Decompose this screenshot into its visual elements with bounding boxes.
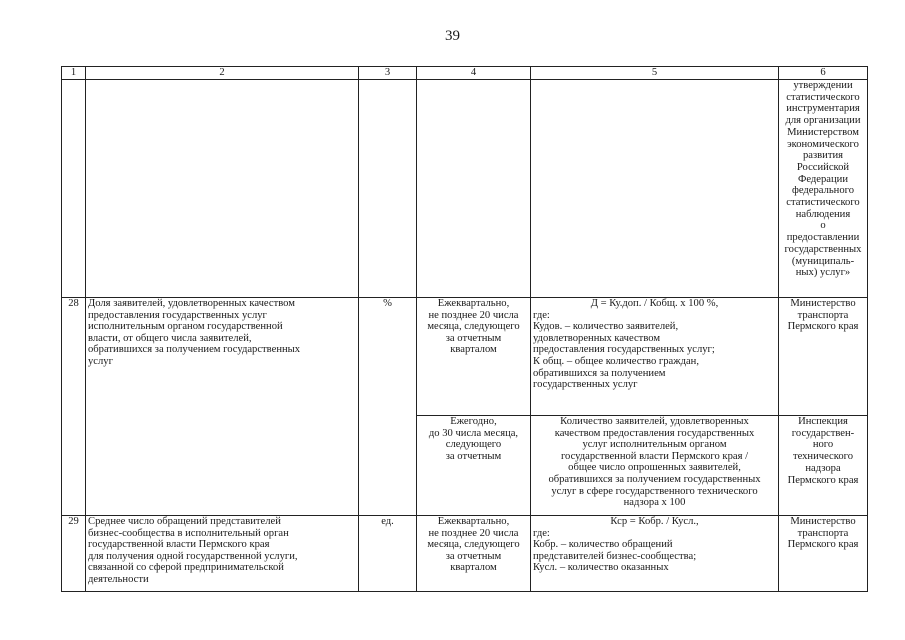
formula: Д = Ку.доп. / Кобщ. х 100 %, xyxy=(590,298,719,309)
row-number: 29 xyxy=(62,516,86,592)
indicator-name-cell: Доля заявителей, удовлетворенных качеством предоставления государственных услуг исполнительным органом государственной власти, от общего числа заявителей, обратившихся за получением государственных услуг xyxy=(86,298,359,516)
formula: Кср = Кобр. / Кусл., xyxy=(610,516,699,527)
period-cell: Ежеквартально, не позднее 20 числа месяца, следующего за отчетным кварталом xyxy=(417,516,531,592)
continuation-row xyxy=(62,80,868,298)
header-cell-1: 1 xyxy=(62,67,86,80)
header-cell-6: 6 xyxy=(779,67,868,80)
source-cell: Министерство транспорта Пермского края xyxy=(779,516,868,592)
header-cell-2: 2 xyxy=(86,67,359,80)
header-cell-3: 3 xyxy=(359,67,417,80)
period-cell: Ежегодно, до 30 числа месяца, следующего за отчетным xyxy=(417,416,531,516)
page-number: 39 xyxy=(445,28,460,44)
header-cell-5: 5 xyxy=(531,67,779,80)
table-row-29 xyxy=(62,516,868,592)
unit-cell: ед. xyxy=(359,516,417,592)
source-cell: Министерство транспорта Пермского края xyxy=(779,298,868,416)
header-row xyxy=(62,67,868,80)
table-row-28 xyxy=(62,298,868,416)
unit-cell: % xyxy=(359,298,417,516)
indicator-name-cell: Среднее число обращений представителей бизнес-сообщества в исполнительный орган государственной власти Пермского края для получения одной государственной услуги, связанной со сферой предпринимательской деятельности xyxy=(86,516,359,592)
method-cell: Д = Ку.доп. / Кобщ. х 100 %, где: Кудов. – количество заявителей, удовлетворенных качеством предоставления государственных услуг; К общ. – общее количество граждан, обратившихся за получением государственных услуг xyxy=(531,298,779,416)
row-number: 28 xyxy=(62,298,86,516)
indicators-table xyxy=(61,66,868,592)
source-cell: Инспекция государствен- ного технического надзора Пермского края xyxy=(779,416,868,516)
method-cell: Кср = Кобр. / Кусл., где: Кобр. – количество обращений представителей бизнес-сообщества; Кусл. – количество оказанных xyxy=(531,516,779,592)
header-cell-4: 4 xyxy=(417,67,531,80)
method-cell: Количество заявителей, удовлетворенных качеством предоставления государственных услуг исполнительным органом государственной власти Пермского края / общее число опрошенных заявителей, обратившихся за получением государственных услуг в сфере государственного технического надзора х 100 xyxy=(531,416,779,516)
period-cell: Ежеквартально, не позднее 20 числа месяца, следующего за отчетным кварталом xyxy=(417,298,531,416)
continuation-source-cell: утверждении статистического инструментария для организации Министерством экономического развития Российской Федерации федерального статистического наблюдения о предоставлении государственных (муниципаль- ных) услуг» xyxy=(779,80,868,298)
